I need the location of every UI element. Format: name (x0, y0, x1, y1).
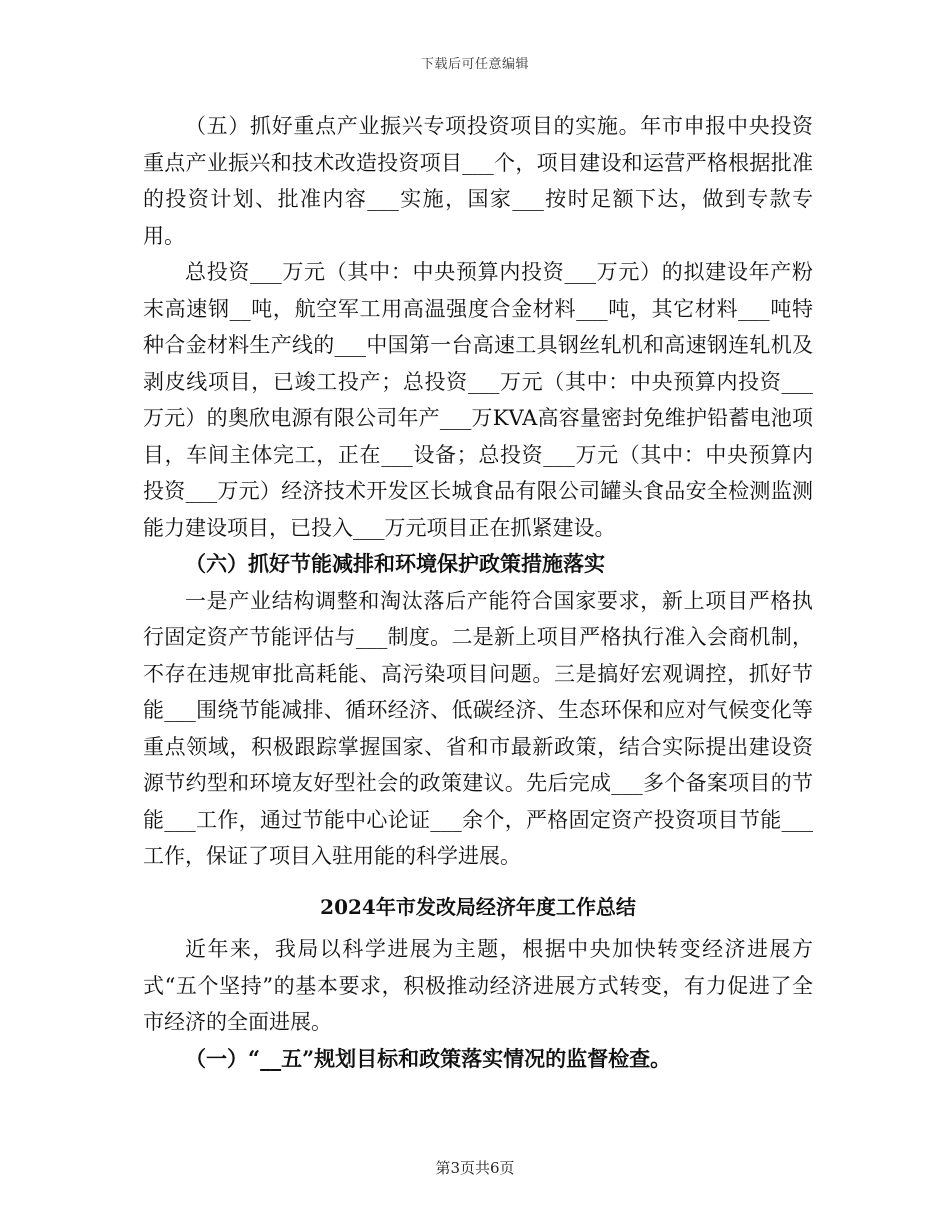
paragraph-energy-saving: 一是产业结构调整和淘汰落后产能符合国家要求，新上项目严格执行固定资产节能评估与___制度。二是新上项目严格执行准入会商机制，不存在违规审批高耗能、高污染项目问题。三是搞好宏观调控，抓好节能___围绕节能减排、循环经济、低碳经济、生态环保和应对气候变化等重点领域，积极跟踪掌握国家、省和市最新政策，结合实际提出建设资源节约型和环境友好型社会的政策建议。先后完成___多个备案项目的节能___工作，通过节能中心论证___余个，严格固定资产投资项目节能___工作，保证了项目入驻用能的科学进展。 (143, 588, 813, 868)
page-number: 第3页共6页 (435, 1159, 515, 1177)
page-header: 下载后可任意编辑 (420, 57, 529, 72)
document-body (143, 108, 813, 1077)
document-title: 2024年市发改局经济年度工作总结 (320, 894, 636, 919)
paragraph-investment-projects: 总投资___万元（其中：中央预算内投资___万元）的拟建设年产粉末高速钢__吨，航空军工用高温强度合金材料___吨，其它材料___吨特种合金材料生产线的___中国第一台高速工具钢丝轧机和高速钢连轧机及剥皮线项目，已竣工投产；总投资___万元（其中：中央预算内投资___万元）的奥欣电源有限公司年产___万KVA高容量密封免维护铅蓄电池项目，车间主体完工，正在___设备；总投资___万元（其中：中央预算内投资___万元）经济技术开发区长城食品有限公司罐头食品安全检测监测能力建设项目，已投入___万元项目正在抓紧建设。 (143, 260, 813, 540)
heading-section-one: （一）“__五”规划目标和政策落实情况的监督检查。 (185, 1045, 672, 1071)
heading-section-six: （六）抓好节能减排和环境保护政策措施落实 (185, 551, 605, 576)
paragraph-section-five: （五）抓好重点产业振兴专项投资项目的实施。年市申报中央投资重点产业振兴和技术改造投资项目___个，项目建设和运营严格根据批准的投资计划、批准内容___实施，国家___按时足额下达，做到专款专用。 (143, 114, 813, 248)
paragraph-introduction: 近年来，我局以科学进展为主题，根据中央加快转变经济进展方式“五个坚持”的基本要求，积极推动经济进展方式转变，有力促进了全市经济的全面进展。 (143, 937, 813, 1034)
